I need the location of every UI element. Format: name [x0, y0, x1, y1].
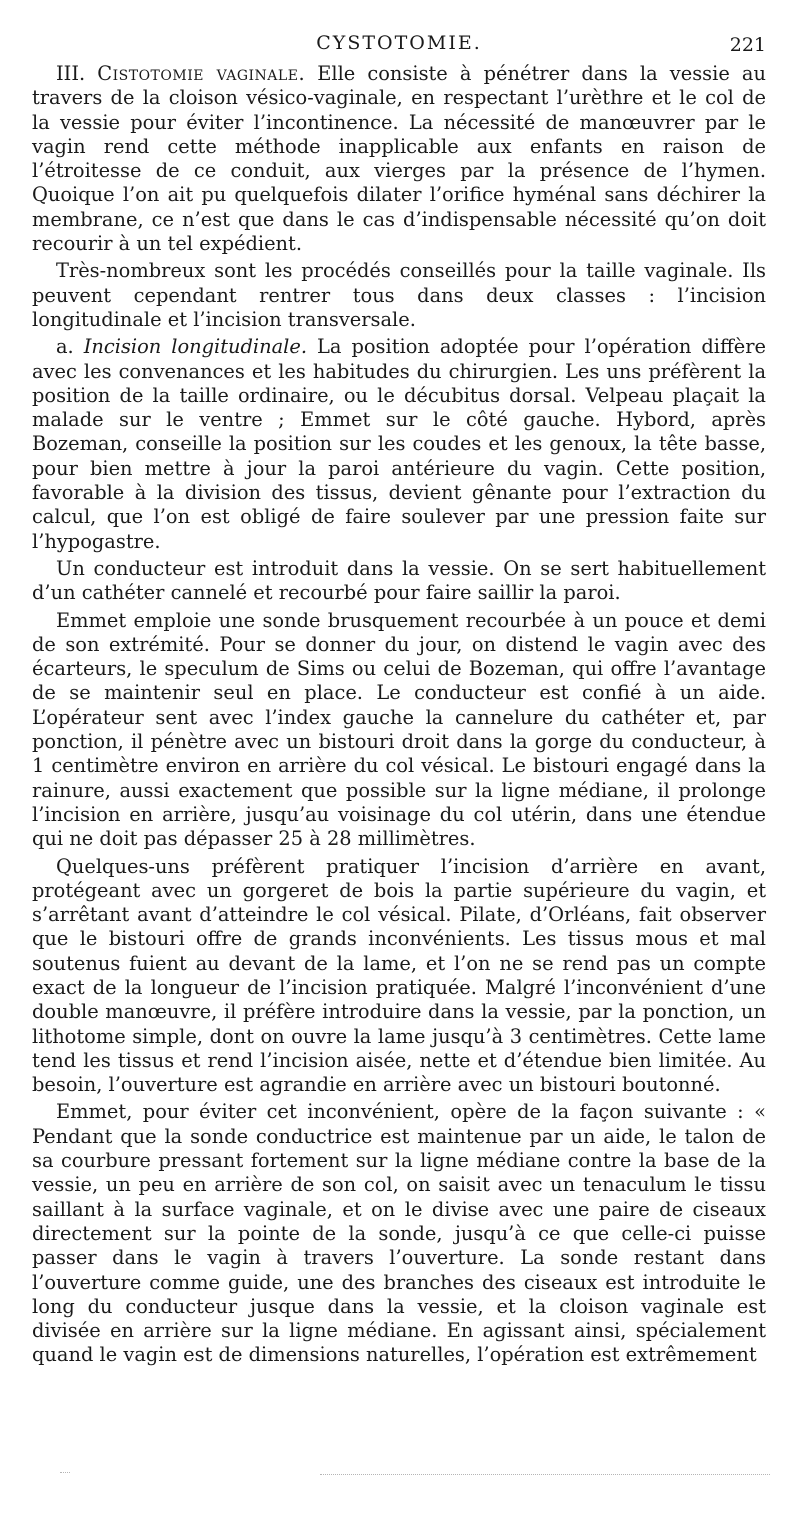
paragraph: Quelques-uns préfèrent pratiquer l’incision d’arrière en avant, protégeant avec un gorgeret de bois la partie supérieure du vagin, et s’arrêtant avant d’atteindre le col vésical. Pilate, d’Orléans, fait observer que le bistouri offre de grands inconvénients. Les tissus mous et mal soutenus fuient au devant de la lame, et l’on ne se rend pas un compte exact de la longueur de l’incision pratiquée. Malgré l’inconvénient d’une double manœuvre, il préfère introduire dans la vessie, par la ponction, un lithotome simple, dont on ouvre la lame jusqu’à 3 centimètres. Cette lame tend les tissus et rend l’incision aisée, nette et d’étendue bien limitée. Au besoin, l’ouverture est agrandie en arrière avec un bistouri boutonné. [32, 854, 766, 1097]
subsection-body: La position adoptée pour l’opération diffère avec les convenances et les habitudes du chirurgien. Les uns préfèrent la position de la taille ordinaire, ou le décubitus dorsal. Velpeau plaçait la malade sur le ventre ; Emmet sur le côté gauche. Hybord, après Bozeman, conseille la position sur les coudes et les genoux, la tête basse, pour bien mettre à jour la paroi antérieure du vagin. Cette position, favorable à la division des tissus, devient gênante pour l’extraction du calcul, que l’on est obligé de faire soulever par une pression faite sur l’hypogastre. [32, 335, 767, 553]
section-paragraph [32, 62, 766, 256]
section-heading: Cistotomie vaginale. [97, 62, 306, 85]
paragraph: Emmet emploie une sonde brusquement recourbée à un pouce et demi de son extrémité. Pour se donner du jour, on distend le vagin avec des écarteurs, le speculum de Sims ou celui de Bozeman, qui offre l’avantage de se maintenir seul en place. Le conducteur est confié à un aide. L’opérateur sent avec l’index gauche la cannelure du cathéter et, par ponction, il pénètre avec un bistouri droit dans la gorge du conducteur, à 1 centimètre environ en arrière du col vésical. Le bistouri engagé dans la rainure, aussi exactement que possible sur la ligne médiane, il prolonge l’incision en arrière, jusqu’au voisinage du col utérin, dans une étendue qui ne doit pas dépasser 25 à 28 millimètres. [32, 608, 766, 851]
subsection-paragraph [32, 335, 766, 554]
paragraph: Un conducteur est introduit dans la vessie. On se sert habituellement d’un cathéter cannelé et recourbé pour faire saillir la paroi. [32, 556, 766, 605]
paragraph: Emmet, pour éviter cet inconvénient, opère de la façon suivante : « Pendant que la sonde conductrice est maintenue par un aide, le talon de sa courbure pressant fortement sur la ligne médiane contre la base de la vessie, un peu en arrière de son col, on saisit avec un tenaculum le tissu saillant à la surface vaginale, et on le divise avec une paire de ciseaux directement sur la pointe de la sonde, jusqu’à ce que celle-ci puisse passer dans le vagin à travers l’ouverture. La sonde restant dans l’ouverture comme guide, une des branches des ciseaux est introduite le long du conducteur jusque dans la vessie, et la cloison vaginale est divisée en arrière sur la ligne médiane. En agissant ainsi, spécialement quand le vagin est de dimensions naturelles, l’opération est extrêmement [32, 1100, 766, 1367]
subsection-title: Incision longitudinale. [83, 335, 308, 359]
running-head [32, 30, 766, 58]
footer-mark [60, 1472, 70, 1473]
section-intro: Elle consiste à pénétrer dans la vessie au travers de la cloison vésico-vaginale, en respectant l’urèthre et le col de la vessie pour éviter l’incontinence. La nécessité de manœuvrer par le vagin rend cette méthode inapplicable aux enfants en raison de l’étroitesse de ce conduit, aux vierges par la présence de l’hymen. Quoique l’on ait pu quelquefois dilater l’orifice hyménal sans déchirer la membrane, ce n’est que dans le cas d’indispensable nécessité qu’on doit recourir à un tel expédient. [32, 62, 766, 256]
paragraph: Très-nombreux sont les procédés conseillés pour la taille vaginale. Ils peuvent cependant rentrer tous dans deux classes : l’incision longitudinale et l’incision transversale. [32, 259, 766, 331]
page-number: 221 [729, 34, 766, 56]
running-title: CYSTOTOMIE. [316, 32, 482, 54]
section-number: III. [56, 62, 86, 85]
body-text [32, 62, 766, 1371]
footer-rule [320, 1474, 770, 1475]
subsection-label: a. [56, 335, 74, 359]
